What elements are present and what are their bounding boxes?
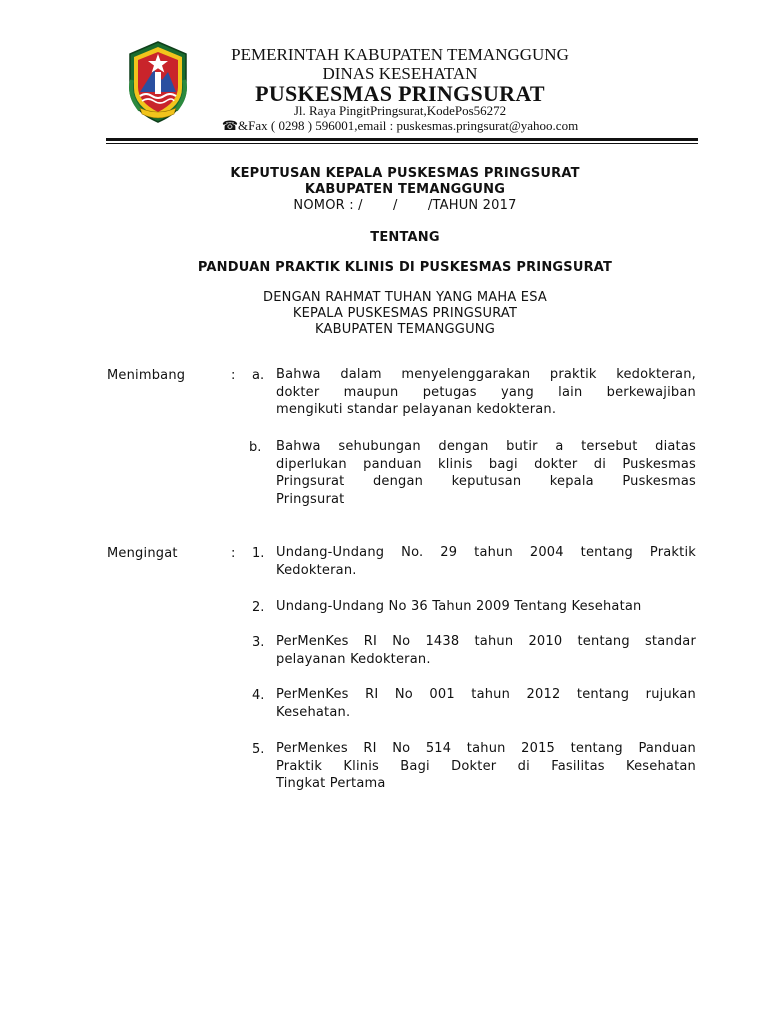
decree-subject: PANDUAN PRAKTIK KLINIS DI PUSKESMAS PRINGSURAT bbox=[197, 260, 613, 275]
text-line: Undang-Undang No. 29 tahun 2004 tentang Praktik bbox=[276, 545, 696, 560]
mengingat-item-5 bbox=[276, 740, 696, 793]
regency-emblem-icon bbox=[126, 40, 190, 124]
menimbang-marker-b: b. bbox=[249, 440, 262, 455]
text-line: Undang-Undang No 36 Tahun 2009 Tentang Kesehatan bbox=[276, 599, 642, 614]
menimbang-marker-a: a. bbox=[252, 368, 265, 383]
text-line: pelayanan Kedokteran. bbox=[276, 651, 431, 667]
decree-number: NOMOR : / / /TAHUN 2017 bbox=[293, 198, 517, 213]
mengingat-item-4 bbox=[276, 686, 696, 721]
letterhead-contact-text: &Fax ( 0298 ) 596001,email : puskesmas.pringsurat@yahoo.com bbox=[238, 118, 579, 133]
menimbang-label: Menimbang bbox=[107, 368, 186, 383]
text-line: PerMenKes RI No 1438 tahun 2010 tentang standar bbox=[276, 634, 696, 649]
mengingat-label: Mengingat bbox=[107, 546, 178, 561]
phone-icon: ☎ bbox=[221, 118, 239, 133]
text-line: diperlukan panduan klinis bagi dokter di Puskesmas bbox=[276, 456, 696, 472]
mengingat-marker-1: 1. bbox=[252, 546, 265, 561]
text-line: Pringsurat dengan keputusan kepala Puskesmas bbox=[276, 474, 696, 489]
mengingat-marker-2: 2. bbox=[252, 600, 265, 615]
text-line: Pringsurat bbox=[276, 491, 345, 507]
text-line: Kedokteran. bbox=[276, 562, 357, 578]
letterhead-institution: PUSKESMAS PRINGSURAT bbox=[255, 81, 545, 106]
mengingat-item-3 bbox=[276, 633, 696, 668]
text-line: Praktik Klinis Bagi Dokter di Fasilitas Kesehatan bbox=[276, 758, 696, 774]
preamble-line-3: KABUPATEN TEMANGGUNG bbox=[315, 322, 495, 337]
decree-title: KEPUTUSAN KEPALA PUSKESMAS PRINGSURAT bbox=[230, 166, 580, 181]
text-line: dokter maupun petugas yang lain berkewajiban bbox=[276, 384, 696, 400]
letterhead bbox=[0, 0, 768, 140]
tentang-heading: TENTANG bbox=[370, 230, 440, 245]
text-line: Kesehatan. bbox=[276, 704, 351, 720]
preamble-line-2: KEPALA PUSKESMAS PRINGSURAT bbox=[292, 306, 518, 321]
mengingat-item-1 bbox=[276, 544, 696, 579]
mengingat-marker-4: 4. bbox=[252, 688, 265, 703]
mengingat-colon: : bbox=[231, 546, 236, 561]
letterhead-department: DINAS KESEHATAN bbox=[322, 64, 478, 83]
mengingat-item-2 bbox=[276, 598, 696, 616]
letterhead-contact bbox=[200, 118, 600, 134]
preamble-line-1: DENGAN RAHMAT TUHAN YANG MAHA ESA bbox=[263, 290, 547, 305]
letterhead-government: PEMERINTAH KABUPATEN TEMANGGUNG bbox=[231, 45, 569, 64]
letterhead-rule-thick bbox=[106, 138, 698, 141]
menimbang-item-b bbox=[276, 438, 696, 508]
decree-regency: KABUPATEN TEMANGGUNG bbox=[304, 182, 506, 197]
text-line: PerMenKes RI No 001 tahun 2012 tentang rujukan bbox=[276, 687, 696, 702]
menimbang-item-a bbox=[276, 366, 696, 419]
text-line: PerMenkes RI No 514 tahun 2015 tentang Panduan bbox=[276, 741, 696, 756]
text-line: Bahwa sehubungan dengan butir a tersebut diatas bbox=[276, 439, 696, 454]
menimbang-colon: : bbox=[231, 368, 236, 383]
letterhead-rule-thin bbox=[106, 143, 698, 144]
letterhead-address: Jl. Raya PingitPringsurat,KodePos56272 bbox=[293, 103, 507, 118]
mengingat-marker-3: 3. bbox=[252, 635, 265, 650]
text-line: Bahwa dalam menyelenggarakan praktik kedokteran, bbox=[276, 367, 696, 382]
text-line: Tingkat Pertama bbox=[276, 776, 386, 791]
text-line: mengikuti standar pelayanan kedokteran. bbox=[276, 402, 557, 417]
mengingat-marker-5: 5. bbox=[252, 742, 265, 757]
